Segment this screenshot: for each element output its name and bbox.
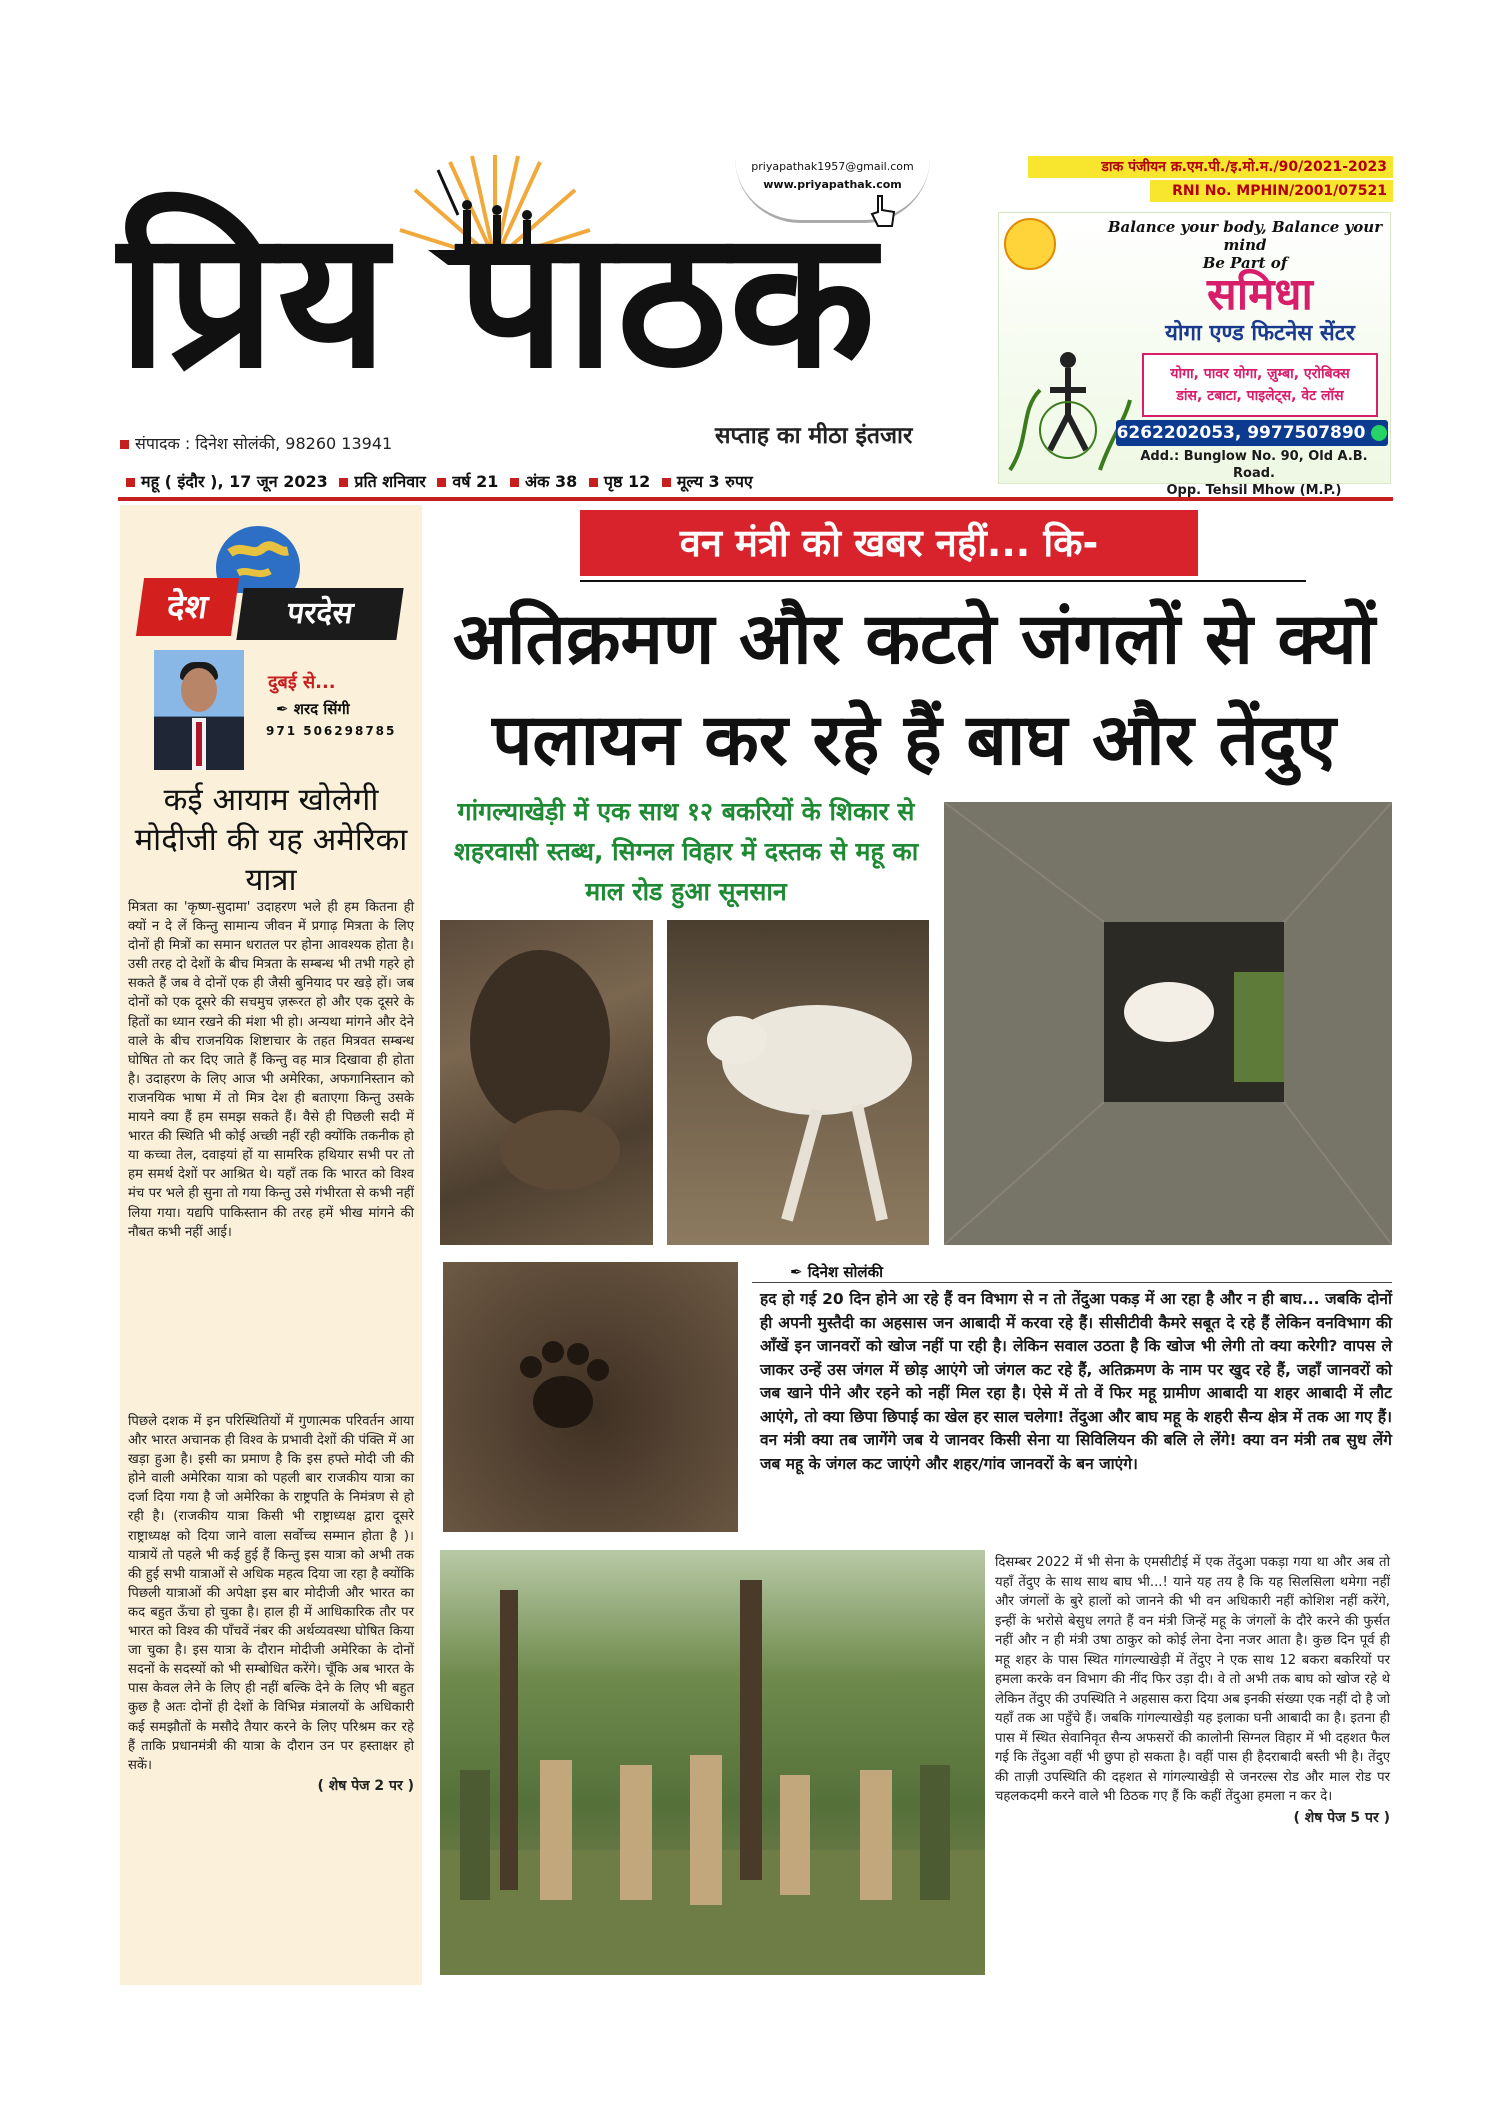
- rni-number: RNI No. MPHIN/2001/07521: [1150, 180, 1393, 202]
- right-article-body: [995, 1553, 1390, 1828]
- yoga-figures-icon: [1000, 320, 1135, 480]
- pugmark-photo: [443, 1262, 738, 1532]
- story-subhead: गांगल्याखेड़ी में एक साथ १२ बकरियों के शिकार से शहरवासी स्तब्ध, सिग्नल विहार में दस्तक से महू का माल रोड हुआ सूनसान: [453, 797, 919, 906]
- right-article-body-text: दिसम्बर 2022 में भी सेना के एमसीटीई में एक तेंदुआ पकड़ा गया था और अब तो यहाँ तेंदुए के साथ साथ बाघ भी...! याने यह तय है कि यह सिलसिला थमेगा नहीं और जंगलों के बुरे हालों को जानने की भी वन अधिकारी नहीं कोशिश नहीं करेंगे, इन्हीं के भरोसे बेसुध लगते हैं वन मंत्री जिन्हें महू के जंगलों के दौरे करने की फुर्सत नहीं और न ही मंत्री उषा ठाकुर को कोई लेना देना नजर आता है। कुछ दिन पूर्व ही महू शहर के पास स्थित गांगल्याखेड़ी में तेंदुए ने एक साथ 12 बकरा बकरियों पर हमला करके वन विभाग की नींद फिर उड़ा दी। वे तो अभी तक बाघ को खोज रहे थे लेकिन तेंदुए की उपस्थिति ने अहसास करा दिया अब इनकी संख्या एक नहीं दो है जो यहाँ तक आ पहुँचे हैं। जबकि गांगल्याखेड़ी यह इलाका घनी आबादी का है। इतना ही पास में स्थित सेवानिवृत सैन्य अफसरों की कालोनी सिग्नल विहार में भी दहशत फैल गई कि तेंदुआ वहीं भी छुपा हो सकता है। वहीं पास ही हैदराबादी बस्ती भी है। तेंदुए की ताज़ी उपस्थिति की दहशत से गांगल्याखेड़ी से जनरल्स रोड और माल रोड पर चहलकदमी करने वाले भी ठिठक गए हैं कि कहीं तेंदुआ हमला न कर दे।: [995, 1555, 1390, 1804]
- bullet-icon: [126, 478, 135, 487]
- cursor-hand-icon: [868, 194, 898, 228]
- forest-search-team-photo: [440, 1550, 985, 1975]
- yoga-logo-icon: [1004, 218, 1056, 270]
- byline-rule: [752, 1282, 1392, 1283]
- goat-carcass-photo: [667, 920, 929, 1245]
- bullet-icon: [120, 440, 129, 449]
- left-author: [276, 699, 350, 719]
- email-text[interactable]: priyapathak1957@gmail.com: [751, 160, 914, 173]
- postal-registration: डाक पंजीयन क्र.एम.पी./इ.मो.म./90/2021-2023: [1028, 156, 1393, 178]
- masthead-tagline: सप्ताह का मीठा इंतजार: [715, 423, 913, 449]
- volume: वर्ष 21: [452, 472, 499, 491]
- left-author-name: शरद सिंगी: [293, 700, 350, 718]
- left-author-phone: 971 506298785: [266, 724, 397, 738]
- main-headline-line2: पलायन कर रहे हैं बाघ और तेंदुए: [492, 698, 1336, 781]
- story-kicker: वन मंत्री को खबर नहीं... कि-: [580, 510, 1198, 576]
- main-headline-line1: अतिक्रमण और कटते जंगलों से क्यों: [452, 597, 1376, 680]
- ad-address: [1120, 448, 1388, 499]
- bullet-icon: [339, 478, 348, 487]
- issue-date: महू ( इंदौर ), 17 जून 2023: [141, 472, 328, 491]
- issue-number: अंक 38: [524, 472, 578, 491]
- main-article-body: हद हो गई 20 दिन होने आ रहे हैं वन विभाग से न तो तेंदुआ पकड़ में आ रहा है और न ही बाघ... जबकि दोनों ही अपनी मुस्तैदी का अहसास जन आबादी में करवा रहे हैं। सीसीटीवी कैमरे सबूत दे रहे हैं लेकिन वनविभाग की आँखें इन जानवरों को खोज नहीं पा रही है। लेकिन सवाल उठता है कि खोज भी लेगी तो क्या करेगी? वापस ले जाकर उन्हें उस जंगल में छोड़ आएंगे जो जंगल कट रहे हैं, अतिक्रमण के नाम पर खुद रहे हैं, जहाँ जानवरों को जब खाने पीने और रहने को नहीं मिल रहा है। ऐसे में तो वें फिर महू ग्रामीण आबादी या शहर आबादी में लौट आएंगे, तो क्या छिपा छिपाई का खेल हर साल चलेगा! तेंदुआ और बाघ महू के शहरी सैन्य क्षेत्र में तक आ गए हैं। वन मंत्री क्या तब जागेंगे जब ये जानवर किसी सेना या सिविलियन की बलि ले लेंगे! क्या वन मंत्री तब सुध लेंगे जब महू के जंगल कट जाएंगे और शहर/गांव जानवरों के बन जाएंगे।: [760, 1290, 1392, 1473]
- pardes-badge: परदेस: [236, 588, 403, 640]
- editor-line: [120, 432, 392, 454]
- left-headline: कई आयाम खोलेगी मोदीजी की यह अमेरिका यात्रा: [134, 782, 408, 898]
- desh-badge: देश: [136, 578, 239, 636]
- date-bar: [120, 470, 753, 492]
- main-byline: [790, 1262, 883, 1282]
- ad-services: [1142, 353, 1378, 417]
- left-article-body-2-text: पिछले दशक में इन परिस्थितियों में गुणात्मक परिवर्तन आया और भारत अचानक ही विश्व के प्रभावी देशों की पंक्ति में आ खड़ा हुआ है। इसी का प्रमाण है कि इस हफ्ते मोदी जी की होने वाली अमेरिका यात्रा को पहली बार राजकीय यात्रा का दर्जा दिया गया है जो अमेरिका के राष्ट्रपति के निमंत्रण से हो रही है। (राजकीय यात्रा किसी भी राष्ट्राध्यक्ष द्वारा दूसरे राष्ट्राध्यक्ष को दिया जाने वाला सर्वोच्च सम्मान होता है )। यात्रायें तो पहले भी कई हुई हैं किन्तु इस यात्रा को अभी तक की हुई सभी यात्राओं से अधिक महत्व दिया जा रहा है क्योंकि पिछली यात्राओं की अपेक्षा इस बार मोदीजी और भारत का कद बहुत ऊँचा हो चुका है। हाल ही में आधिकारिक तौर पर भारत को विश्व की पाँचवें नंबर की अर्थव्यवस्था घोषित किया जा चुका है। इस यात्रा के दौरान मोदीजी अमेरिका के दोनों सदनों के सदस्यों को भी सम्बोधित करेंगे। चूँकि अब भारत के पास केवल लेने के लिए ही नहीं बल्कि देने के लिए भी बहुत कुछ है अतः दोनों ही देशों के विभिन्न मंत्रालयों के अधिकारी कई समझौतों के मसौदे तैयार करने के लिए परिश्रम कर रहे हैं ताकि प्रधानमंत्री की यात्रा के दौरान उन पर हस्ताक्षर हो सकें।: [128, 1414, 414, 1773]
- ad-address-line1: Add.: Bunglow No. 90, Old A.B. Road.: [1140, 449, 1368, 481]
- trap-cage-photo: [944, 802, 1392, 1245]
- editor-text: संपादक : दिनेश सोलंकी, 98260 13941: [135, 434, 393, 453]
- left-continued-link[interactable]: ( शेष पेज 2 पर ): [317, 1777, 414, 1794]
- page-count: पृष्ठ 12: [603, 472, 651, 491]
- ad-phone[interactable]: [1116, 420, 1388, 446]
- dead-goat-photo: [440, 920, 653, 1245]
- website-link[interactable]: www.priyapathak.com: [763, 178, 902, 191]
- ad-brand-name: समिधा: [1207, 269, 1313, 320]
- left-article-body-2: [128, 1412, 414, 1796]
- ad-tagline-line1: Balance your body, Balance your mind: [1107, 218, 1383, 254]
- dateline-from: दुबई से...: [268, 672, 336, 693]
- masthead-title: प्रिय पाठक: [118, 189, 878, 410]
- bullet-icon: [589, 478, 598, 487]
- left-article-body-1: मित्रता का 'कृष्ण-सुदामा' उदाहरण भले ही हम कितना ही क्यों न दे लें किन्तु सामान्य जीवन में प्रगाढ़ मित्रता के लिए दोनों ही मित्रों का समान धरातल पर होना आवश्यक होता है। उसी तरह दो देशों के बीच मित्रता के सम्बन्ध भी तभी गहरे हो सकते हैं जब वे दोनों एक ही जैसी बुनियाद पर खड़े हों। जब दोनों को एक दूसरे की सचमुच ज़रूरत हो और एक दूसरे के हितों का ध्यान रखने की मंशा भी हो। अन्यथा मांगने और देने वाले के बीच राजनयिक शिष्टाचार के तहत मित्रवत सम्बन्ध घोषित तो कर दिए जाते हैं किन्तु वह मात्र दिखावा ही होता है। उदाहरण के लिए आज भी अमेरिका, अफगानिस्तान को राजनयिक भाषा में तो मित्र देश ही बताएगा किन्तु उसके मायने क्या हैं हम समझ सकते हैं। वैसे ही पिछली सदी में भारत की स्थिति भी कोई अच्छी नहीं रही क्योंकि तकनीक हो या कच्चा तेल, दवाइयां हों या सामरिक हथियार सभी पर तो हम समर्थ देशों पर आश्रित थे। यहाँ तक कि भारत को विश्व मंच पर भले ही सुना तो गया किन्तु उसे गंभीरता से कभी नहीं लिया गया। यद्यपि पाकिस्तान की तरह हमें भीख मांगने की नौबत कभी नहीं आई।: [128, 900, 414, 1240]
- kicker-rule: [580, 580, 1306, 582]
- bullet-icon: [510, 478, 519, 487]
- pen-icon: ✒: [276, 700, 294, 718]
- ad-phone-text: 6262202053, 9977507890: [1116, 423, 1366, 443]
- frequency: प्रति शनिवार: [354, 472, 426, 491]
- bullet-icon: [662, 478, 671, 487]
- whatsapp-icon: [1371, 425, 1387, 441]
- main-continued-link[interactable]: ( शेष पेज 5 पर ): [1293, 1809, 1390, 1826]
- ad-services-line2: डांस, टबाटा, पाइलेट्स, वेट लॉस: [1176, 388, 1344, 404]
- ad-subtitle: योगा एण्ड फिटनेस सेंटर: [1165, 321, 1355, 346]
- price: मूल्य 3 रुपए: [676, 472, 753, 491]
- author-portrait: [154, 650, 244, 770]
- ad-tagline-line2: Be Part of: [1202, 254, 1288, 272]
- bullet-icon: [437, 478, 446, 487]
- pen-icon: ✒: [790, 1263, 808, 1281]
- main-byline-name: दिनेश सोलंकी: [807, 1263, 883, 1281]
- ad-address-line2: Opp. Tehsil Mhow (M.P.): [1166, 483, 1342, 498]
- ad-services-line1: योगा, पावर योगा, ज़ुम्बा, एरोबिक्स: [1170, 366, 1350, 382]
